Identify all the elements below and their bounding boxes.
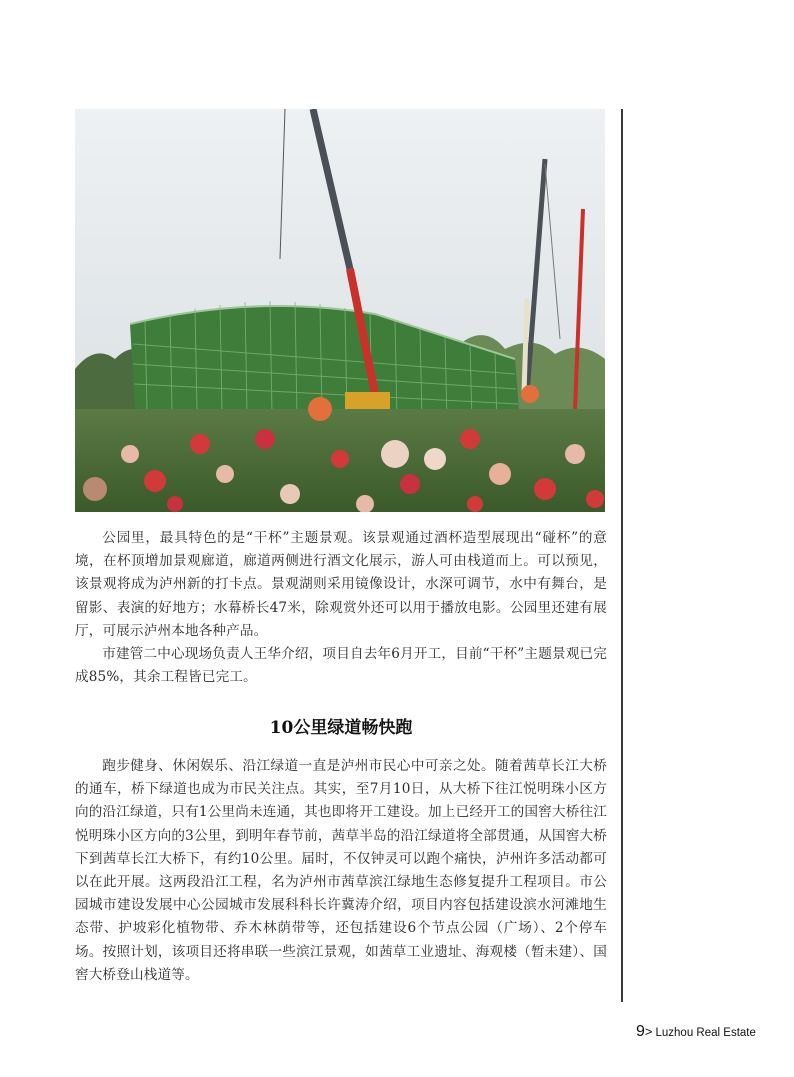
page-vertical-rule (621, 109, 623, 1002)
construction-photo (75, 109, 605, 512)
section2-body (75, 755, 607, 987)
page-number: 9 (636, 1023, 645, 1040)
section-heading: 10公里绿道畅快跑 (269, 718, 413, 738)
publication-name: Luzhou Real Estate (655, 1027, 756, 1039)
arrow-icon: > (644, 1024, 653, 1039)
section1-body (75, 527, 607, 689)
paragraph: 市建管二中心现场负责人王华介绍，项目自去年6月开工，目前“干杯”主题景观已完成85%，其余工程皆已完工。 (75, 646, 607, 686)
paragraph: 公园里，最具特色的是“干杯”主题景观。该景观通过酒杯造型展现出“碰杯”的意境，在杯顶增加景观廊道，廊道两侧进行酒文化展示，游人可由栈道而上。可以预见，该景观将成为泸州新的打卡点。景观湖则采用镜像设计，水深可调节，水中有舞台，是留影、表演的好地方；水幕桥长47米，除观赏外还可以用于播放电影。公园里还建有展厅，可展示泸州本地各种产品。 (75, 530, 607, 639)
page-footer (636, 1023, 756, 1041)
paragraph: 跑步健身、休闲娱乐、沿江绿道一直是泸州市民心中可亲之处。随着茜草长江大桥的通车，桥下绿道也成为市民关注点。其实，至7月10日，从大桥下往江悦明珠小区方向的沿江绿道，只有1公里尚未连通，其也即将开工建设。加上已经开工的国窖大桥往江悦明珠小区方向的3公里，到明年春节前，茜草半岛的沿江绿道将全部贯通，从国窖大桥下到茜草长江大桥下，有约10公里。届时，不仅钟灵可以跑个痛快，泸州许多活动都可以在此开展。这两段沿江工程，名为泸州市茜草滨江绿地生态修复提升工程项目。市公园城市建设发展中心公园城市发展科科长许冀涛介绍，项目内容包括建设滨水河滩地生态带、护坡彩化植物带、乔木林荫带等，还包括建设6个节点公园（广场）、2个停车场。按照计划，该项目还将串联一些滨江景观，如茜草工业遗址、海观楼（暂未建）、国窖大桥登山栈道等。 (75, 758, 607, 983)
